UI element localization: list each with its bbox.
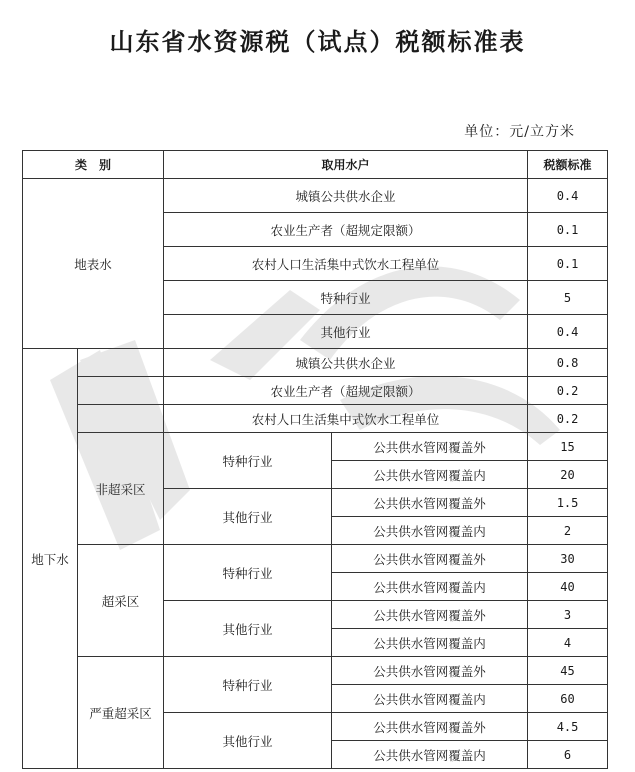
coverage-cell: 公共供水管网覆盖内	[332, 573, 528, 601]
zone-label: 非超采区	[78, 433, 164, 545]
table-row	[23, 405, 608, 433]
rate-cell: 0.8	[528, 349, 608, 377]
table-row	[23, 377, 608, 405]
rate-cell: 45	[528, 657, 608, 685]
rate-cell: 0.2	[528, 405, 608, 433]
user-cell: 城镇公共供水企业	[164, 179, 528, 213]
rate-cell: 4.5	[528, 713, 608, 741]
coverage-cell: 公共供水管网覆盖外	[332, 545, 528, 573]
table-row	[23, 179, 608, 213]
rate-cell: 40	[528, 573, 608, 601]
rate-cell: 20	[528, 461, 608, 489]
industry-cell: 其他行业	[164, 713, 332, 769]
industry-cell: 特种行业	[164, 545, 332, 601]
coverage-cell: 公共供水管网覆盖外	[332, 713, 528, 741]
zone-label: 严重超采区	[78, 657, 164, 769]
table-row	[23, 657, 608, 685]
rate-cell: 30	[528, 545, 608, 573]
zone-label: 超采区	[78, 545, 164, 657]
header-rate: 税额标准	[528, 151, 608, 179]
rate-cell: 0.2	[528, 377, 608, 405]
table-row	[23, 433, 608, 461]
industry-cell: 其他行业	[164, 489, 332, 545]
user-cell: 农业生产者（超规定限额）	[164, 377, 528, 405]
rate-cell: 60	[528, 685, 608, 713]
groundwater-label: 地下水	[23, 349, 78, 769]
industry-cell: 特种行业	[164, 433, 332, 489]
user-cell: 其他行业	[164, 315, 528, 349]
rate-cell: 0.4	[528, 179, 608, 213]
rate-cell: 2	[528, 517, 608, 545]
blank-cell	[78, 405, 164, 433]
user-cell: 特种行业	[164, 281, 528, 315]
rate-cell: 1.5	[528, 489, 608, 517]
coverage-cell: 公共供水管网覆盖内	[332, 517, 528, 545]
user-cell: 农业生产者（超规定限额）	[164, 213, 528, 247]
rate-cell: 0.1	[528, 247, 608, 281]
coverage-cell: 公共供水管网覆盖外	[332, 601, 528, 629]
user-cell: 城镇公共供水企业	[164, 349, 528, 377]
coverage-cell: 公共供水管网覆盖内	[332, 461, 528, 489]
coverage-cell: 公共供水管网覆盖外	[332, 657, 528, 685]
rate-cell: 5	[528, 281, 608, 315]
header-user: 取用水户	[164, 151, 528, 179]
surface-water-label: 地表水	[23, 179, 164, 349]
rate-cell: 0.4	[528, 315, 608, 349]
page-title: 山东省水资源税（试点）税额标准表	[109, 28, 526, 56]
rate-cell: 6	[528, 741, 608, 769]
blank-cell	[78, 377, 164, 405]
rate-cell: 0.1	[528, 213, 608, 247]
header-row	[23, 151, 608, 179]
rate-cell: 15	[528, 433, 608, 461]
industry-cell: 其他行业	[164, 601, 332, 657]
user-cell: 农村人口生活集中式饮水工程单位	[164, 247, 528, 281]
coverage-cell: 公共供水管网覆盖内	[332, 685, 528, 713]
coverage-cell: 公共供水管网覆盖内	[332, 629, 528, 657]
user-cell: 农村人口生活集中式饮水工程单位	[164, 405, 528, 433]
blank-cell	[78, 349, 164, 377]
table-row	[23, 349, 608, 377]
industry-cell: 特种行业	[164, 657, 332, 713]
header-category: 类 别	[23, 151, 164, 179]
tax-rate-table	[22, 150, 608, 769]
coverage-cell: 公共供水管网覆盖外	[332, 489, 528, 517]
coverage-cell: 公共供水管网覆盖外	[332, 433, 528, 461]
coverage-cell: 公共供水管网覆盖内	[332, 741, 528, 769]
table-row	[23, 545, 608, 573]
rate-cell: 3	[528, 601, 608, 629]
rate-cell: 4	[528, 629, 608, 657]
unit-label: 单位：元/立方米	[464, 124, 575, 140]
